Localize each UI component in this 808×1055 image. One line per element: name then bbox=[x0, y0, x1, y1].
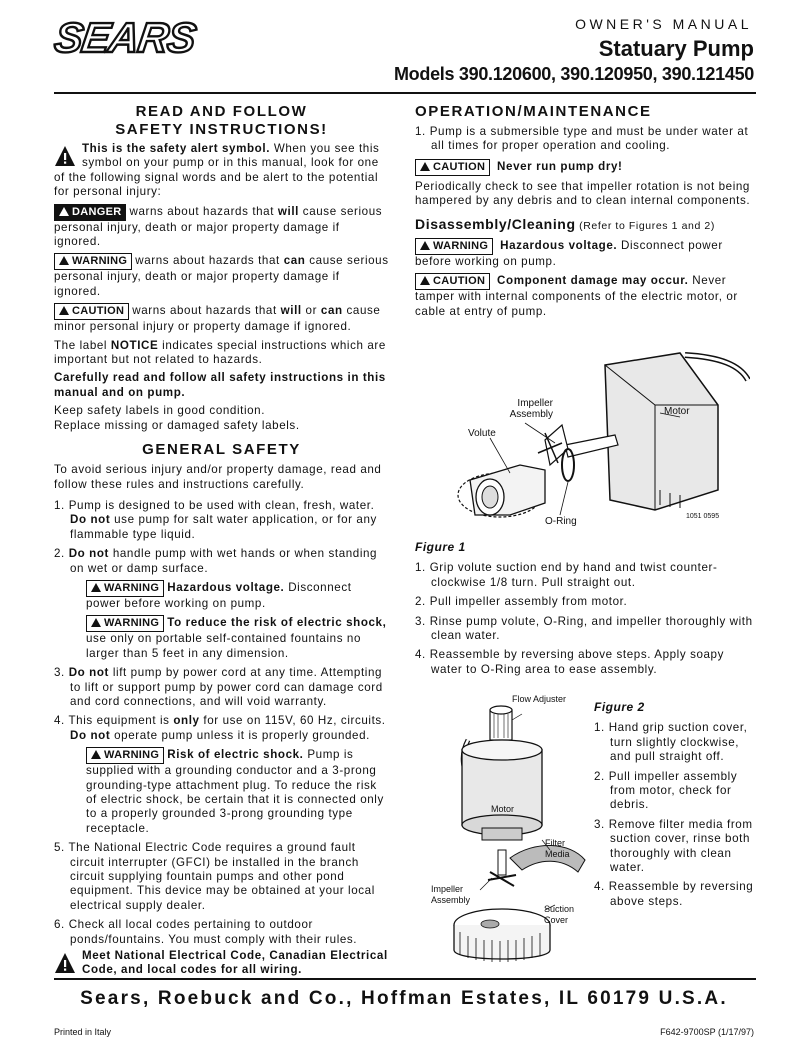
warning-hazardous-voltage: WARNING Hazardous voltage. Disconnect power before working on pump. bbox=[86, 580, 352, 610]
warning-badge-label: WARNING bbox=[72, 255, 128, 268]
footer-rule bbox=[54, 978, 756, 980]
warning-post: cause serious personal injury, death or major property damage if ignored. bbox=[54, 254, 389, 298]
document-code: F642-9700SP (1/17/97) bbox=[660, 1027, 754, 1037]
list-item: 3. Remove filter media from suction cover, rinse both thoroughly with clean water. bbox=[594, 817, 753, 875]
danger-pre: warns about hazards that bbox=[129, 204, 278, 218]
figure-2-section bbox=[594, 700, 759, 914]
label-motor: Motor bbox=[491, 804, 515, 814]
figure-2-caption: Figure 2 bbox=[594, 700, 645, 714]
figure-1-section bbox=[415, 540, 757, 682]
caution-badge-label: CAUTION bbox=[72, 305, 125, 318]
label-filter-media: Filter Media bbox=[545, 838, 570, 859]
list-item: 6. Check all local codes pertaining to outdoor ponds/fountains. You must comply with their rules. bbox=[54, 918, 358, 946]
read-follow-title-2: SAFETY INSTRUCTIONS! bbox=[115, 121, 328, 138]
alert-triangle-icon bbox=[59, 207, 69, 216]
list-item: 1. Pump is a submersible type and must be under water at all times for proper operation and cooling. bbox=[415, 125, 749, 153]
alert-triangle-icon bbox=[420, 241, 430, 250]
figure-1-caption: Figure 1 bbox=[415, 540, 466, 554]
list-item: 2. Pull impeller assembly from motor, check for debris. bbox=[594, 769, 738, 812]
caution-component-damage: CAUTION Component damage may occur. Never tamper with internal components of the electric motor, or cable at entry of pump. bbox=[415, 274, 738, 318]
danger-post: cause serious personal injury, death or major property damage if ignored. bbox=[54, 204, 383, 249]
label-volute: Volute bbox=[468, 428, 496, 439]
general-safety-list bbox=[54, 499, 389, 947]
warning-electric-shock: WARNING To reduce the risk of electric shock, use only on portable self-contained fountains no larger than 5 feet in any dimension. bbox=[86, 616, 387, 660]
caution-kw1: will bbox=[280, 304, 302, 318]
warning-badge: WARNING bbox=[86, 747, 164, 764]
safety-alert-paragraph bbox=[54, 142, 389, 200]
warning-badge: WARNING bbox=[415, 238, 493, 255]
general-safety-intro: To avoid serious injury and/or property damage, read and follow these rules and instructions carefully. bbox=[54, 463, 382, 491]
alert-triangle-icon bbox=[91, 583, 101, 592]
warning-paragraph bbox=[54, 253, 389, 299]
operation-list bbox=[415, 125, 757, 154]
general-safety-title: GENERAL SAFETY bbox=[142, 441, 301, 459]
list-item: 2. Pull impeller assembly from motor. bbox=[415, 595, 628, 609]
alert-lead: This is the safety alert symbol. bbox=[82, 142, 271, 155]
label-o-ring: O-Ring bbox=[545, 516, 577, 527]
label-flow-adjuster: Flow Adjuster bbox=[512, 694, 567, 704]
safety-alert-icon bbox=[54, 951, 76, 975]
caution-mid: or bbox=[301, 304, 321, 318]
warning-pre: warns about hazards that bbox=[135, 254, 284, 268]
meet-code-paragraph: Meet National Electrical Code, Canadian Electrical Code, and local codes for all wiring. bbox=[54, 949, 389, 978]
figure-1-steps bbox=[415, 561, 757, 677]
label-motor: Motor bbox=[664, 406, 690, 417]
alert-triangle-icon bbox=[420, 162, 430, 171]
alert-triangle-icon bbox=[59, 306, 69, 315]
danger-badge bbox=[54, 204, 126, 221]
disassembly-heading: Disassembly/Cleaning (Refer to Figures 1 and 2) bbox=[415, 215, 715, 232]
list-item: 3. Do not lift pump by power cord at any time. Attempting to lift or support pump by power cord can damage cord and cord connections, and will void warranty. bbox=[54, 666, 383, 708]
read-follow-title-1: READ AND FOLLOW bbox=[135, 103, 308, 120]
label-impeller-assembly: Impeller Assembly bbox=[431, 884, 471, 905]
list-item: 1. Hand grip suction cover, turn slightly clockwise, and pull straight off. bbox=[594, 721, 748, 764]
notice-post: indicates special instructions which are important but not related to hazards. bbox=[54, 338, 386, 367]
header-rule bbox=[54, 92, 756, 94]
caution-dry-run: CAUTION Never run pump dry! bbox=[415, 159, 757, 176]
replace-labels-line: Replace missing or damaged safety labels. bbox=[54, 418, 300, 432]
list-item: 4. Reassemble by reversing above steps. bbox=[594, 880, 754, 908]
notice-kw: NOTICE bbox=[110, 338, 159, 352]
figure-2-steps bbox=[594, 721, 759, 909]
figure-code: 1051 0595 bbox=[686, 513, 720, 520]
company-address: Sears, Roebuck and Co., Hoffman Estates, IL 60179 U.S.A. bbox=[80, 988, 728, 1009]
caution-post: cause minor personal injury or property damage if ignored. bbox=[54, 304, 381, 334]
alert-triangle-icon bbox=[59, 256, 69, 265]
caution-badge: CAUTION bbox=[415, 159, 490, 176]
carefully-read-paragraph: Carefully read and follow all safety instructions in this manual and on pump. bbox=[54, 371, 386, 399]
caution-pre: warns about hazards that bbox=[132, 304, 281, 318]
warning-kw: can bbox=[283, 254, 306, 268]
caution-paragraph bbox=[54, 303, 389, 334]
warning-badge: WARNING bbox=[86, 615, 164, 632]
danger-kw: will bbox=[277, 204, 299, 218]
safety-alert-icon bbox=[54, 144, 76, 168]
notice-paragraph bbox=[54, 339, 389, 368]
product-title: Statuary Pump bbox=[598, 36, 754, 61]
warning-badge: WARNING bbox=[86, 580, 164, 597]
periodic-check: Periodically check to see that impeller rotation is not being hampered by any debris and to clean internal components. bbox=[415, 179, 751, 208]
caution-badge bbox=[54, 303, 129, 320]
warning-risk-electric-shock: WARNING Risk of electric shock. Pump is supplied with a grounding conductor and a 3-prong grounding-type attachment plug. To reduce the risk of electric shock, be certain that it is connected only to a properly grounded 3-prong grounding type receptacle. bbox=[86, 748, 384, 835]
caution-kw2: can bbox=[320, 304, 343, 318]
label-impeller-assembly: Impeller Assembly bbox=[509, 398, 553, 420]
list-item: 1. Grip volute suction end by hand and twist counter-clockwise 1/8 turn. Pull straight out. bbox=[415, 561, 718, 589]
danger-paragraph bbox=[54, 204, 389, 250]
warning-hazardous-voltage: WARNING Hazardous voltage. Disconnect power before working on pump. bbox=[415, 239, 723, 269]
keep-labels-line: Keep safety labels in good condition. bbox=[54, 404, 266, 418]
left-column bbox=[54, 103, 389, 982]
model-numbers: Models 390.120600, 390.120950, 390.121450 bbox=[393, 64, 754, 84]
printed-in: Printed in Italy bbox=[54, 1027, 112, 1037]
list-item: 4. This equipment is only for use on 115V, 60 Hz, circuits. Do not operate pump unless it is properly grounded. WARNING Risk of electric shock. Pump is supplied with a grounding conductor and a 3-prong grounding-type attachment plug. To reduce the risk of electric shock, be certain that it is connected only to a properly grounded 3-prong grounding type receptacle. bbox=[54, 714, 389, 836]
alert-triangle-icon bbox=[91, 750, 101, 759]
warning-badge bbox=[54, 253, 132, 270]
list-item: 1. Pump is designed to be used with clean, fresh, water. Do not use pump for salt water application, or for any flammable type liquid. bbox=[54, 498, 377, 541]
label-suction-cover: Suction Cover bbox=[544, 904, 575, 925]
list-item: 2. Do not handle pump with wet hands or when standing on wet or damp surface. WARNING Hazardous voltage. Disconnect power before working on pump. WARNING To reduce the risk of electric shock, use only on portable self-contained fountains no larger than 5 feet in any dimension. bbox=[54, 547, 389, 661]
danger-badge-label: DANGER bbox=[72, 205, 122, 218]
list-item: 5. The National Electric Code requires a ground fault circuit interrupter (GFCI) be installed in the branch circuit supplying fountain pumps and other pond equipment. This device may be obtained at your local electrical supply dealer. bbox=[54, 841, 375, 912]
list-item: 4. Reassemble by reversing above steps. Apply soapy water to O-Ring area to ease assembly. bbox=[415, 648, 725, 676]
operation-title: OPERATION/MAINTENANCE bbox=[415, 103, 652, 120]
sears-logo: SEARS bbox=[51, 14, 199, 61]
alert-text: When you see this symbol on your pump or in this manual, look for one of the following signal words and be alert to the potential for personal injury: bbox=[54, 142, 380, 199]
caution-badge: CAUTION bbox=[415, 273, 490, 290]
alert-triangle-icon bbox=[91, 618, 101, 627]
right-column bbox=[415, 103, 757, 323]
alert-triangle-icon bbox=[420, 276, 430, 285]
notice-pre: The label bbox=[54, 338, 111, 352]
list-item: 3. Rinse pump volute, O-Ring, and impeller thoroughly with clean water. bbox=[415, 614, 753, 643]
doc-type: OWNER'S MANUAL bbox=[575, 16, 752, 32]
